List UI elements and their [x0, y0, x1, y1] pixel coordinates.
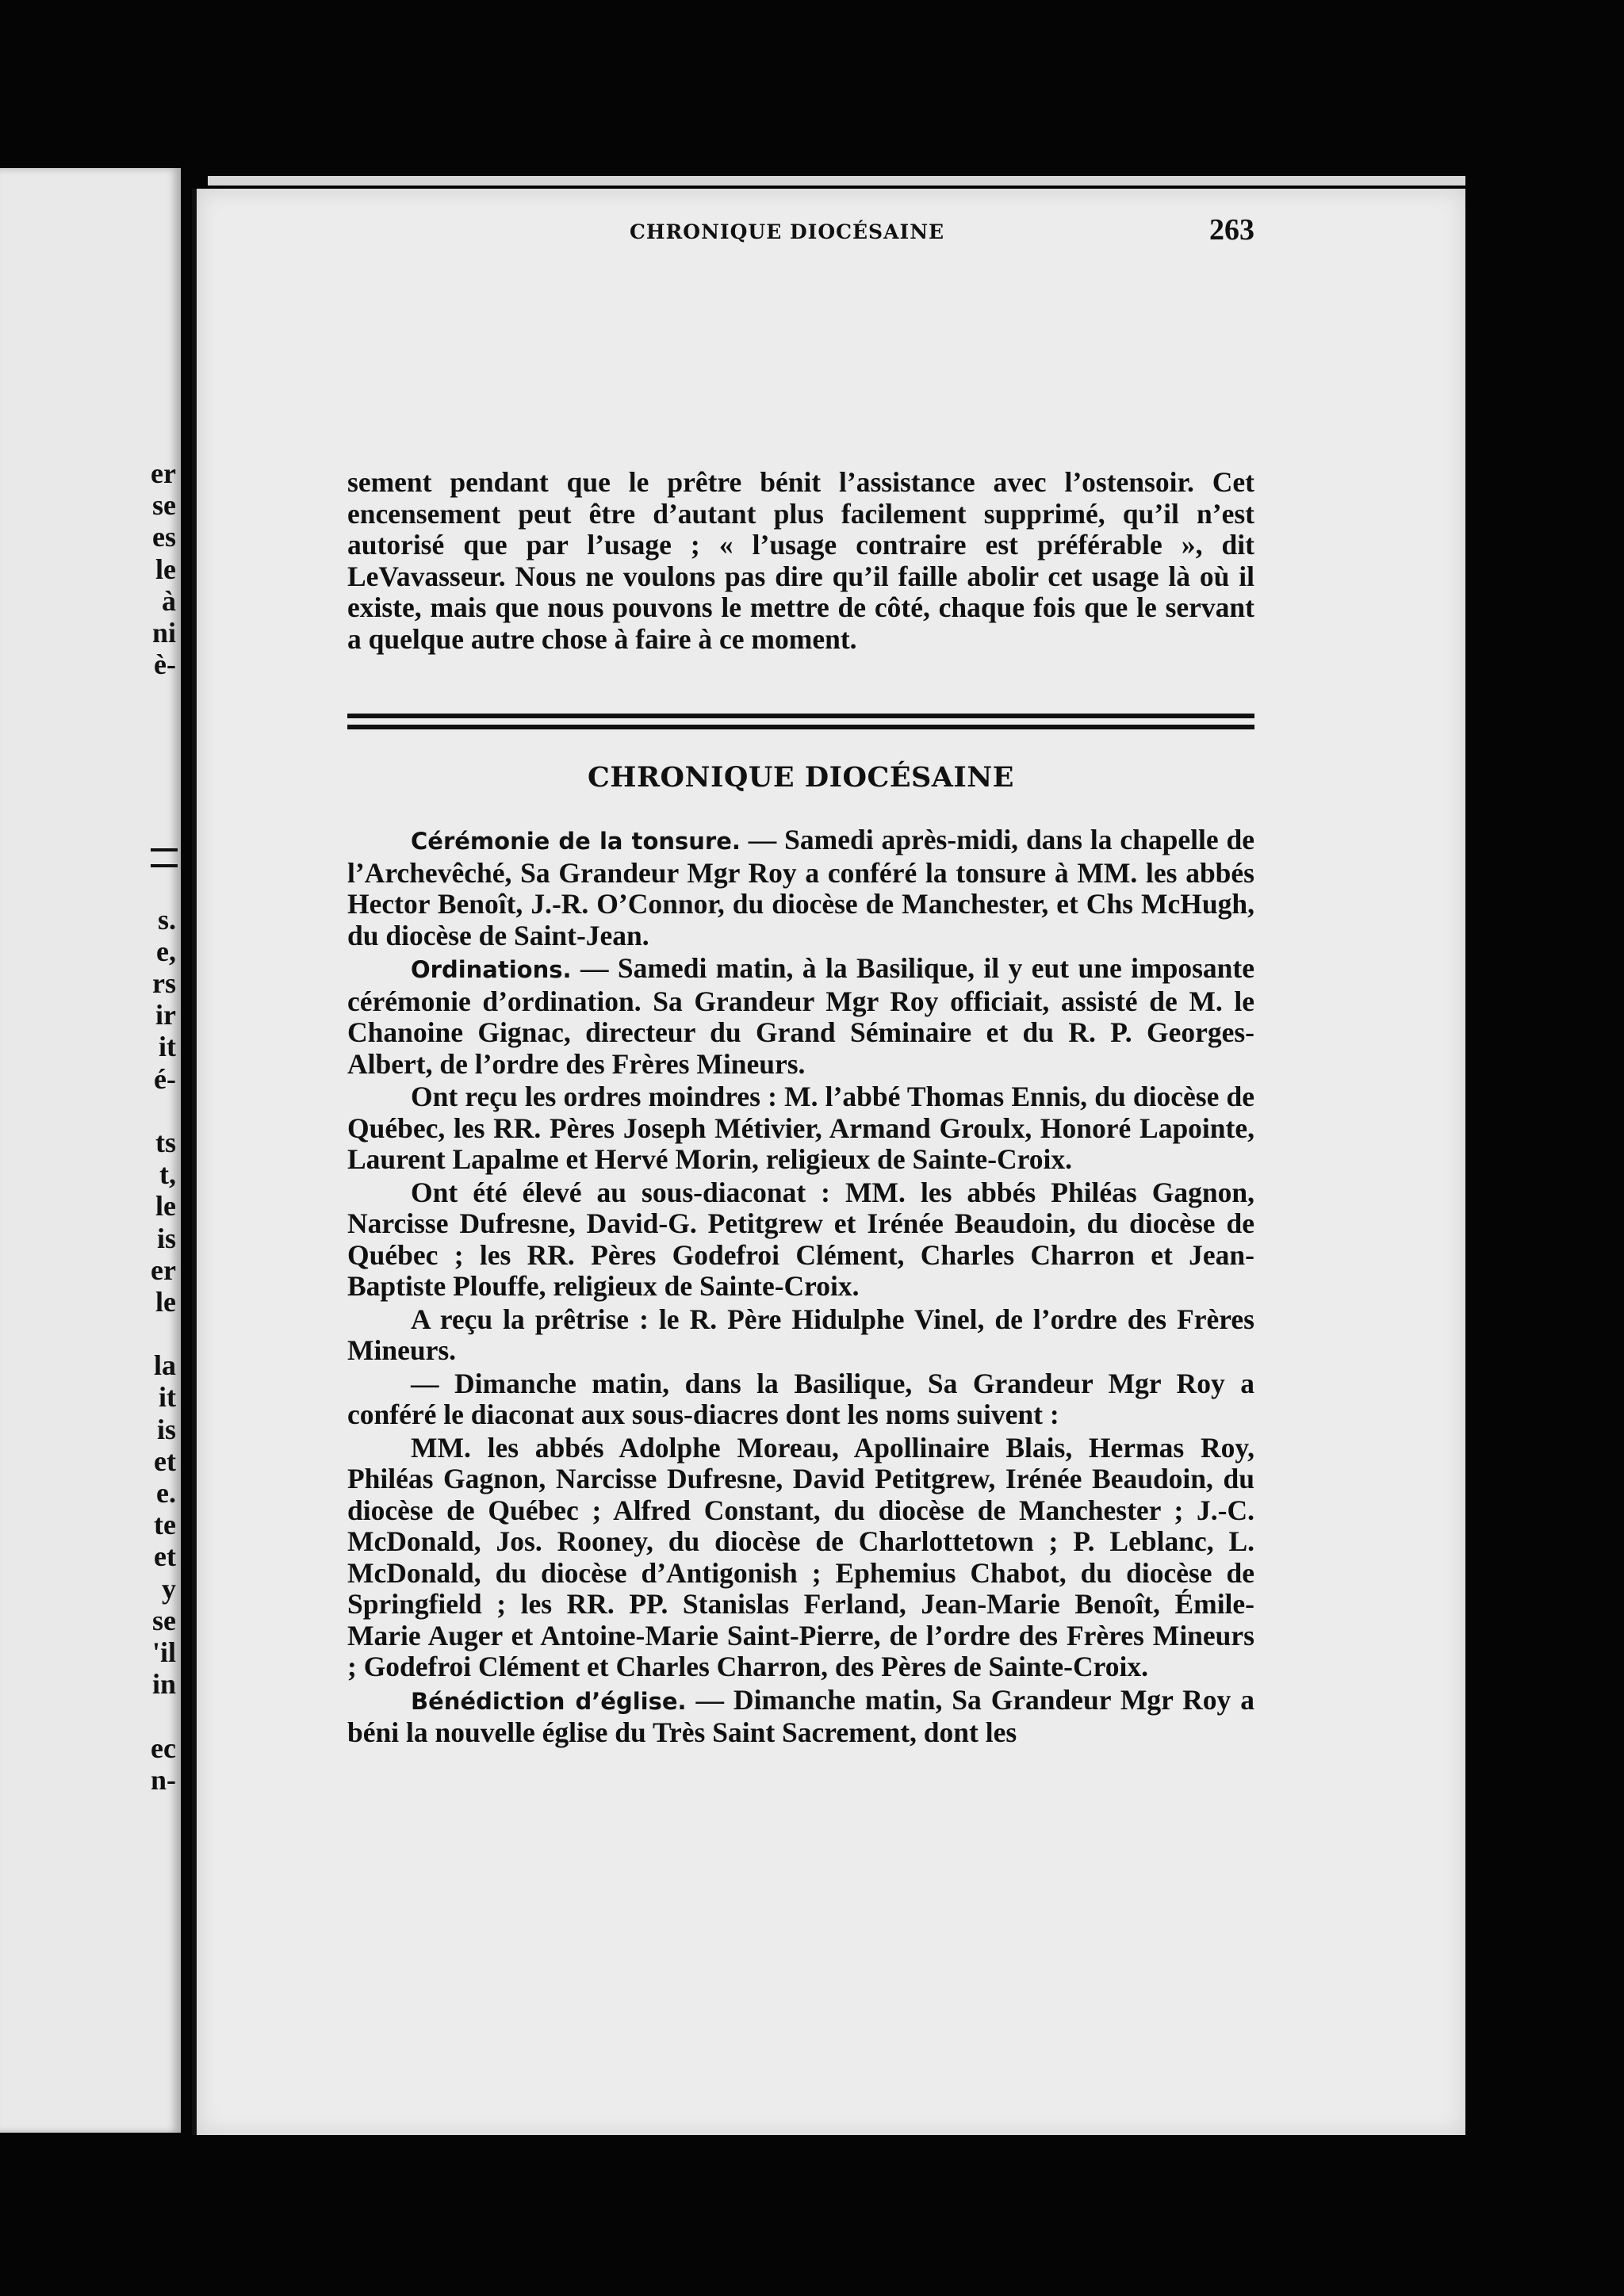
left-page-line-fragment: 'il [151, 1636, 176, 1668]
left-page-fragment [0, 168, 181, 2133]
left-page-line-fragment: la [153, 1349, 176, 1382]
left-page-line-fragment: ni [151, 616, 176, 649]
continuation-paragraph [347, 467, 1254, 655]
left-page-line-fragment: in [151, 1668, 176, 1701]
section-title: CHRONIQUE DIOCÉSAINE [588, 761, 1014, 794]
left-page-line-fragment: es [152, 521, 176, 553]
page-header [347, 212, 1254, 247]
left-page-line-fragment: e. [156, 1477, 176, 1509]
section-paragraph [347, 1177, 1254, 1303]
section-paragraph [347, 1304, 1254, 1367]
page-number: 263 [1209, 213, 1254, 247]
left-page-line-fragment [128, 776, 176, 808]
left-page-line-fragment: te [154, 1509, 176, 1541]
continuation-text: sement pendant que le prêtre bénit l’assistance avec l’ostensoir. Cet encensement peut être d’autant plus facilement supprimé, qu’il n’est autorisé que par l’usage ; « l’usage contraire est préférable », dit LeVavasseur. Nous ne voulons pas dire qu’il faille abolir cet usage là où il existe, mais que nous pouvons le mettre de côté, chaque fois que le servant a quelque autre chose à faire à ce moment. [347, 466, 1254, 655]
section-paragraph [347, 1368, 1254, 1431]
left-page-line-fragment: ec [151, 1732, 176, 1764]
left-page-line-fragment [128, 808, 176, 840]
left-page-line-fragment: it [159, 1031, 176, 1063]
left-page-line-fragment: ts [155, 1126, 176, 1158]
left-page-line-fragment: ir [155, 999, 176, 1031]
left-page-line-fragment: is [156, 1413, 176, 1445]
left-page-text-fragments [128, 457, 176, 1796]
left-page-line-fragment: le [155, 1190, 176, 1223]
left-page-line-fragment: le [155, 1285, 176, 1318]
paragraph-text: — Samedi matin, à la Basilique, il y eut une imposante cérémonie d’ordination. Sa Grandeur Mgr Roy officiait, assisté de M. le Chanoine Gignac, directeur du Grand Séminaire et du R. P. Georges-Albert, de l’ordre des Frères Mineurs. [347, 952, 1254, 1080]
left-page-line-fragment: le [155, 553, 176, 585]
left-page-line-fragment: se [152, 1604, 176, 1636]
left-page-line-fragment: er [151, 457, 176, 489]
section-paragraph [347, 1433, 1254, 1683]
left-page-line-fragment [128, 680, 176, 712]
left-page-line-fragment: t, [159, 1158, 176, 1191]
section-body [347, 825, 1254, 1751]
left-page-line-fragment: se [152, 489, 176, 522]
left-page-line-fragment: e, [156, 935, 176, 967]
left-page-line-fragment: er [151, 1253, 176, 1286]
paragraph-lead: Cérémonie de la tonsure. [411, 828, 741, 855]
paragraph-text: — Dimanche matin, dans la Basilique, Sa Grandeur Mgr Roy a conféré le diaconat aux sous-diacres dont les noms suivent : [347, 1367, 1254, 1430]
left-page-line-fragment: is [156, 1222, 176, 1254]
left-page-line-fragment [128, 744, 176, 776]
page-top-edge [208, 176, 1465, 186]
left-page-line-fragment: s. [157, 903, 176, 936]
left-page-line-fragment: et [154, 1540, 176, 1573]
section-paragraph [347, 953, 1254, 1080]
paragraph-lead: Ordinations. [411, 956, 572, 983]
left-page-line-fragment: rs [152, 967, 176, 999]
left-page-line-fragment [128, 713, 176, 744]
paragraph-text: MM. les abbés Adolphe Moreau, Apollinaire Blais, Hermas Roy, Philéas Gagnon, Narcisse Dufresne, David Petitgrew, Irénée Beaudoin, du diocèse de Québec ; Alfred Constant, du diocèse de Manchester ; J.-C. McDonald, Jos. Rooney, du diocèse de Charlottetown ; P. Leblanc, L. McDonald, du diocèse d’Antigonish ; Ephemius Chabot, du diocèse de Springfield ; les RR. PP. Stanislas Ferland, Jean-Marie Benoît, Émile-Marie Auger et Antoine-Marie Saint-Pierre, de l’ordre des Frères Mineurs ; Godefroi Clément et Charles Charron, des Pères de Sainte-Croix. [347, 1431, 1254, 1682]
left-page-line-fragment [128, 1700, 176, 1732]
left-page-line-fragment: et [154, 1445, 176, 1477]
section-rule [347, 714, 1254, 729]
left-page-line-fragment: n- [150, 1763, 176, 1796]
section-paragraph [347, 825, 1254, 951]
left-page-line-fragment: à [162, 584, 176, 617]
left-page-line-fragment: y [162, 1572, 176, 1605]
left-page-line-fragment: it [159, 1381, 176, 1414]
left-page-line-fragment [128, 1095, 176, 1127]
left-page-rule [151, 848, 178, 867]
paragraph-text: — Dimanche matin, Sa Grandeur Mgr Roy a béni la nouvelle église du Très Saint Sacrement, dont les [347, 1683, 1254, 1748]
section-paragraph [347, 1081, 1254, 1176]
paragraph-text: — Samedi après-midi, dans la chapelle de l’Archevêché, Sa Grandeur Mgr Roy a conféré la tonsure à MM. les abbés Hector Benoît, J.-R. O’Connor, du diocèse de Manchester, et Chs McHugh, du diocèse de Saint-Jean. [347, 824, 1254, 951]
paragraph-text: Ont été élevé au sous-diaconat : MM. les abbés Philéas Gagnon, Narcisse Dufresne, David-G. Petitgrew et Irénée Beaudoin, du diocèse de Québec ; les RR. Pères Godefroi Clément, Charles Charron et Jean-Baptiste Plouffe, religieux de Sainte-Croix. [347, 1176, 1254, 1302]
left-page-line-fragment [128, 1318, 176, 1349]
left-page-line-fragment [128, 871, 176, 903]
running-head: CHRONIQUE DIOCÉSAINE [630, 220, 945, 243]
paragraph-text: Ont reçu les ordres moindres : M. l’abbé Thomas Ennis, du diocèse de Québec, les RR. Pères Joseph Métivier, Armand Groulx, Honoré Lapointe, Laurent Lapalme et Hervé Morin, religieux de Sainte-Croix. [347, 1081, 1254, 1175]
paragraph-lead: Bénédiction d’église. [411, 1687, 687, 1715]
section-paragraph [347, 1685, 1254, 1749]
left-page-line-fragment: é- [154, 1062, 176, 1095]
paragraph-text: A reçu la prêtrise : le R. Père Hidulphe Vinel, de l’ordre des Frères Mineurs. [347, 1303, 1254, 1366]
left-page-line-fragment: è- [154, 649, 176, 681]
